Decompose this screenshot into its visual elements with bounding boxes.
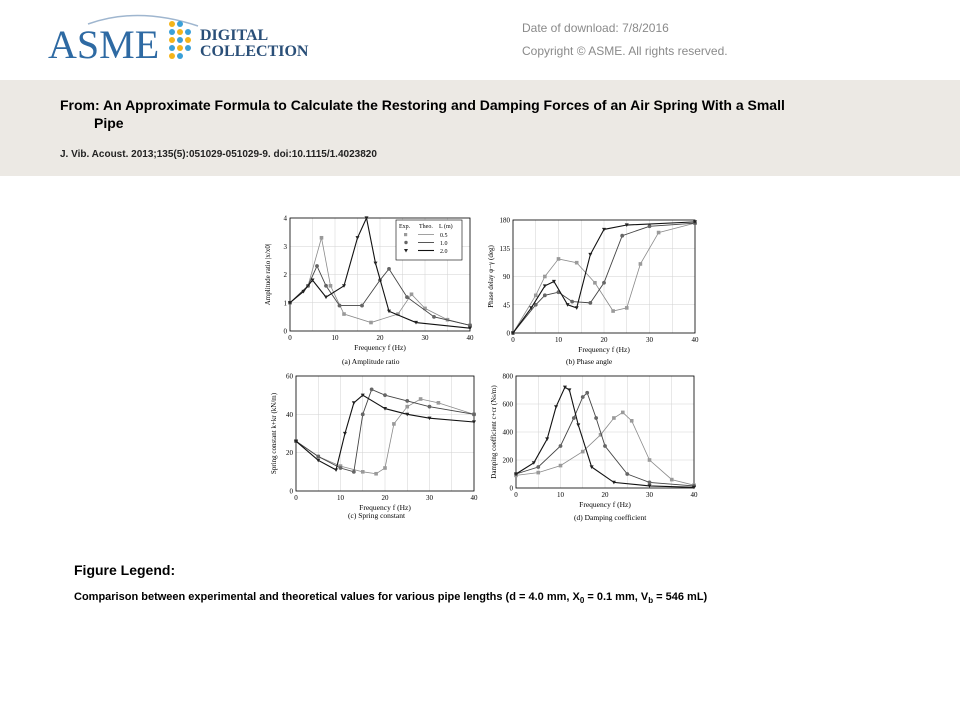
data-point-1.0 xyxy=(405,295,409,299)
data-point-0.5 xyxy=(612,416,616,420)
x-tick-label: 30 xyxy=(426,494,433,502)
data-point-0.5 xyxy=(625,306,629,310)
data-point-0.5 xyxy=(374,472,378,476)
data-point-1.0 xyxy=(360,304,364,308)
data-point-1.0 xyxy=(602,281,606,285)
data-point-0.5 xyxy=(536,471,540,475)
data-point-0.5 xyxy=(534,294,538,298)
data-point-0.5 xyxy=(630,419,634,423)
legend-marker xyxy=(404,233,407,236)
y-tick-label: 135 xyxy=(499,244,510,253)
data-point-2.0 xyxy=(324,296,328,300)
x-axis-label: Frequency f (Hz) xyxy=(354,343,406,352)
data-point-1.0 xyxy=(339,466,343,470)
y-tick-label: 2 xyxy=(283,271,287,279)
data-point-2.0 xyxy=(356,236,360,240)
x-axis-label: Frequency f (Hz) xyxy=(578,345,630,354)
data-point-0.5 xyxy=(437,401,441,405)
y-tick-label: 0 xyxy=(283,327,287,336)
data-point-0.5 xyxy=(581,450,585,454)
data-point-0.5 xyxy=(648,458,652,462)
legend-v-subscript: b xyxy=(648,596,654,606)
data-point-2.0 xyxy=(554,405,558,409)
data-point-1.0 xyxy=(315,264,319,268)
y-axis-label: Spring constant k+kr (kN/m) xyxy=(270,392,278,475)
data-point-1.0 xyxy=(387,267,391,271)
x-tick-label: 40 xyxy=(466,334,474,342)
data-point-0.5 xyxy=(410,292,414,296)
x-tick-label: 10 xyxy=(557,491,564,499)
y-tick-label: 180 xyxy=(499,216,510,225)
y-tick-label: 4 xyxy=(283,214,287,223)
x-tick-label: 10 xyxy=(337,494,344,502)
data-point-0.5 xyxy=(557,257,561,261)
data-point-0.5 xyxy=(657,231,661,235)
data-point-1.0 xyxy=(383,393,387,397)
data-point-0.5 xyxy=(575,261,579,265)
data-point-1.0 xyxy=(594,416,598,420)
data-point-1.0 xyxy=(603,444,607,448)
data-point-1.0 xyxy=(338,304,342,308)
data-point-0.5 xyxy=(405,405,409,409)
legend-header: Exp. xyxy=(399,224,411,230)
y-tick-label: 3 xyxy=(283,242,287,251)
y-tick-label: 0 xyxy=(289,487,293,496)
y-tick-label: 90 xyxy=(503,273,510,281)
y-tick-label: 40 xyxy=(286,410,293,419)
data-point-1.0 xyxy=(405,399,409,403)
data-point-0.5 xyxy=(392,422,396,426)
data-point-1.0 xyxy=(559,444,563,448)
data-point-1.0 xyxy=(648,481,652,485)
y-axis-label: Damping coefficient c+cr (Ns/m) xyxy=(490,385,498,479)
data-point-1.0 xyxy=(352,470,356,474)
data-point-1.0 xyxy=(316,455,320,459)
x-tick-label: 0 xyxy=(514,491,518,499)
data-point-2.0 xyxy=(588,253,592,257)
y-tick-label: 60 xyxy=(286,372,293,381)
x-tick-label: 10 xyxy=(331,334,339,342)
data-point-1.0 xyxy=(370,388,374,392)
data-point-2.0 xyxy=(343,432,347,436)
logo-collection-text: COLLECTION xyxy=(200,43,309,60)
x-tick-label: 30 xyxy=(421,334,429,342)
y-tick-label: 400 xyxy=(502,428,513,437)
y-tick-label: 20 xyxy=(286,449,293,458)
data-point-0.5 xyxy=(369,321,373,325)
data-point-1.0 xyxy=(432,315,436,319)
data-point-1.0 xyxy=(625,472,629,476)
data-point-0.5 xyxy=(361,470,365,474)
data-point-0.5 xyxy=(611,309,615,313)
data-point-0.5 xyxy=(593,281,597,285)
download-label: Date of download: xyxy=(522,21,619,35)
legend-x-subscript: 0 xyxy=(579,596,585,606)
legend-text-part3: = 546 mL) xyxy=(653,591,708,603)
x-tick-label: 30 xyxy=(646,336,653,344)
data-point-1.0 xyxy=(361,412,365,416)
legend-header: Theo. xyxy=(419,224,433,230)
data-point-0.5 xyxy=(419,397,423,401)
x-tick-label: 10 xyxy=(555,336,562,344)
data-point-1.0 xyxy=(588,301,592,305)
data-point-1.0 xyxy=(536,465,540,469)
copyright-notice: Copyright © ASME. All rights reserved. xyxy=(522,44,728,58)
legend-text-part2: = 0.1 mm, V xyxy=(584,591,649,603)
legend-header: L (m) xyxy=(439,224,453,230)
figure-legend-heading: Figure Legend: xyxy=(74,562,176,578)
logo-dots-icon xyxy=(169,21,191,59)
download-date: 7/8/2016 xyxy=(622,21,669,35)
data-point-1.0 xyxy=(620,234,624,238)
x-tick-label: 20 xyxy=(600,336,608,344)
x-tick-label: 20 xyxy=(376,334,384,342)
data-point-2.0 xyxy=(575,306,579,310)
y-tick-label: 200 xyxy=(502,456,513,465)
y-tick-label: 45 xyxy=(503,301,510,310)
y-tick-label: 1 xyxy=(283,299,287,308)
data-point-2.0 xyxy=(567,388,571,392)
x-axis-label: Frequency f (Hz) xyxy=(579,500,631,509)
data-point-1.0 xyxy=(648,224,652,228)
figure-image xyxy=(258,214,702,526)
data-point-2.0 xyxy=(334,468,338,472)
data-point-1.0 xyxy=(472,412,476,416)
y-tick-label: 0 xyxy=(506,329,510,338)
data-point-1.0 xyxy=(428,405,432,409)
download-info xyxy=(522,17,728,63)
logo-asme-text: ASME xyxy=(48,22,160,67)
x-tick-label: 40 xyxy=(691,336,699,344)
download-date-line xyxy=(522,17,728,40)
y-tick-label: 800 xyxy=(502,372,513,381)
article-title-line2: Pipe xyxy=(94,115,124,131)
data-point-1.0 xyxy=(581,395,585,399)
article-citation: J. Vib. Acoust. 2013;135(5):051029-051029-9. doi:10.1115/1.4023820 xyxy=(60,149,377,160)
data-point-0.5 xyxy=(329,284,333,288)
legend-entry: 0.5 xyxy=(440,233,448,239)
logo-digital-text: DIGITAL xyxy=(200,27,269,44)
x-tick-label: 0 xyxy=(288,334,292,342)
y-tick-label: 600 xyxy=(502,400,513,409)
legend-marker xyxy=(404,241,407,244)
x-tick-label: 0 xyxy=(511,336,515,344)
data-point-2.0 xyxy=(352,401,356,405)
data-point-0.5 xyxy=(670,478,674,482)
subplot-caption: (d) Damping coefficient xyxy=(574,513,647,522)
data-point-1.0 xyxy=(570,300,574,304)
subplot-caption: (a) Amplitude ratio xyxy=(342,357,400,366)
subplot-caption: (c) Spring constant xyxy=(348,511,406,520)
data-point-1.0 xyxy=(324,284,328,288)
x-tick-label: 40 xyxy=(470,494,478,502)
legend-text-part1: Comparison between experimental and theoretical values for various pipe lengths (d = 4.0 mm, X xyxy=(74,591,580,603)
data-point-0.5 xyxy=(342,312,346,316)
subplot-caption: (b) Phase angle xyxy=(566,357,613,366)
data-point-0.5 xyxy=(543,275,547,279)
data-point-0.5 xyxy=(320,236,324,240)
data-point-1.0 xyxy=(572,416,576,420)
data-point-1.0 xyxy=(585,391,589,395)
y-axis-label: Amplitude ratio |x/x0| xyxy=(264,243,272,306)
asme-digital-collection-logo xyxy=(48,10,328,70)
x-tick-label: 0 xyxy=(294,494,298,502)
x-tick-label: 40 xyxy=(690,491,698,499)
figure-legend-text xyxy=(74,591,707,605)
data-point-1.0 xyxy=(543,293,547,297)
y-tick-label: 0 xyxy=(509,484,513,493)
article-title xyxy=(60,96,900,132)
legend-entry: 2.0 xyxy=(440,249,448,255)
data-point-0.5 xyxy=(559,464,563,468)
data-point-0.5 xyxy=(621,411,625,415)
article-title-line1: From: An Approximate Formula to Calculate the Restoring and Damping Forces of an Air Spring With a Small xyxy=(60,97,785,113)
data-point-0.5 xyxy=(383,466,387,470)
data-point-2.0 xyxy=(374,262,378,266)
x-tick-label: 20 xyxy=(381,494,389,502)
y-axis-label: Phase delay φ−γ (deg) xyxy=(487,245,495,308)
data-point-0.5 xyxy=(639,262,643,266)
data-point-2.0 xyxy=(576,423,580,427)
x-axis-label: Frequency f (Hz) xyxy=(359,503,411,512)
x-tick-label: 30 xyxy=(646,491,653,499)
x-tick-label: 20 xyxy=(601,491,609,499)
legend-entry: 1.0 xyxy=(440,241,448,247)
